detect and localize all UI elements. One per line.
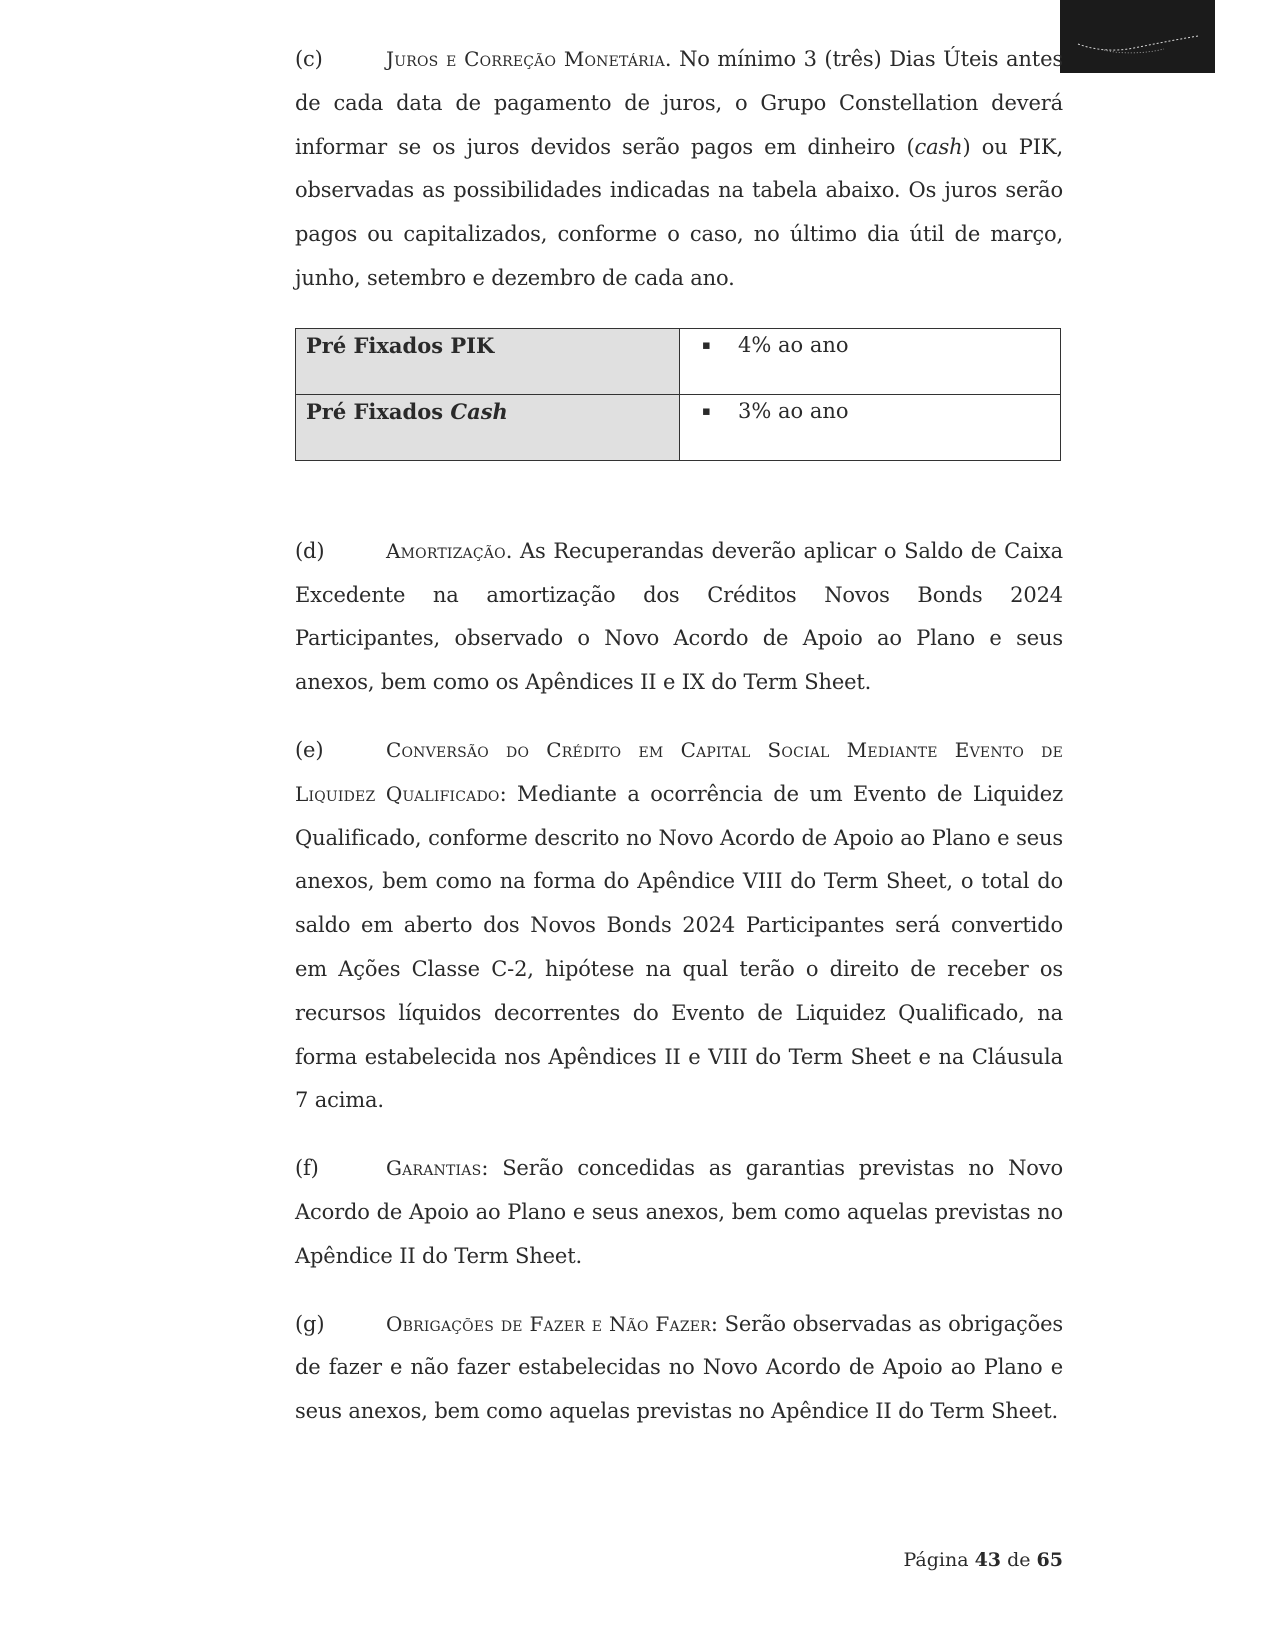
paragraph-f <box>295 1147 1063 1278</box>
item-heading: Conversão do Crédito em Capital Social Mediante Evento de Liquidez Qualificado <box>295 737 1063 806</box>
item-label: (f) <box>295 1156 319 1181</box>
signature-scribble <box>1074 28 1204 58</box>
item-heading: Amortização <box>386 538 506 563</box>
item-text: . As Recuperandas deverão aplicar o Saldo de Caixa Excedente na amortização dos Créditos Novos Bonds 2024 Participantes, observado o Novo Acordo de Apoio ao Plano e seus anexos, bem como os Apêndices II e IX do Term Sheet. <box>295 538 1063 695</box>
item-label: (c) <box>295 47 323 71</box>
rate-label: Pré Fixados <box>306 398 451 424</box>
item-heading: Garantias <box>386 1156 482 1181</box>
item-heading: Obrigações de Fazer e Não Fazer <box>386 1311 711 1336</box>
item-text: : Mediante a ocorrência de um Evento de Liquidez Qualificado, conforme descrito no Novo Acordo de Apoio ao Plano e seus anexos, bem como na forma do Apêndice VIII do Term Sheet, o total do saldo em aberto dos Novos Bonds 2024 Participantes será convertido em Ações Classe C-2, hipótese na qual terão o direito de receber os recursos líquidos decorrentes do Evento de Liquidez Qualificado, na forma estabelecida nos Apêndices II e VIII do Term Sheet e na Cláusula 7 acima. <box>295 781 1064 1113</box>
page-separator: de <box>1007 1549 1031 1571</box>
item-text-italic: cash <box>914 134 963 159</box>
paragraph-c <box>295 38 1063 301</box>
paragraph-g <box>295 1303 1063 1434</box>
current-page: 43 <box>974 1549 1002 1571</box>
page-number <box>903 1549 1063 1571</box>
paragraph-d <box>295 530 1063 705</box>
rate-value: 4% ao ano <box>738 332 849 357</box>
item-text: : Serão observadas as obrigações de fazer e não fazer estabelecidas no Novo Acordo de Apoio ao Plano e seus anexos, bem como aquelas previstas no Apêndice II do Term Sheet. <box>295 1311 1063 1424</box>
document-body <box>295 38 1063 1434</box>
item-text: ) ou PIK, observadas as possibilidades indicadas na tabela abaixo. Os juros serão pagos ou capitalizados, conforme o caso, no último dia útil de março, junho, setembro e dezembro de cada ano. <box>295 134 1063 290</box>
rate-label: Pré Fixados PIK <box>306 332 495 358</box>
item-text: : Serão concedidas as garantias previstas no Novo Acordo de Apoio ao Plano e seus anexos, bem como aquelas previstas no Apêndice II do Term Sheet. <box>295 1156 1063 1268</box>
rate-value-cell <box>680 328 1061 394</box>
item-text: . No mínimo 3 (três) Dias Úteis antes de cada data de pagamento de juros, o Grupo Constellation deverá informar se os juros devidos serão pagos em dinheiro ( <box>295 47 1063 159</box>
item-label: (d) <box>295 538 325 563</box>
table-row <box>296 394 1061 460</box>
bullet-icon: ▪ <box>702 403 711 419</box>
item-heading: Juros e Correção Monetária <box>386 47 665 71</box>
paragraph-e <box>295 729 1063 1123</box>
page-prefix: Página <box>903 1549 969 1571</box>
bullet-icon: ▪ <box>702 337 711 353</box>
rates-table <box>295 328 1061 461</box>
rate-value-cell <box>680 394 1061 460</box>
table-row <box>296 328 1061 394</box>
rate-label-cell <box>296 328 680 394</box>
rate-label-cell <box>296 394 680 460</box>
item-label: (e) <box>295 737 324 762</box>
total-pages: 65 <box>1036 1549 1063 1571</box>
rate-label-italic: Cash <box>450 398 508 424</box>
item-label: (g) <box>295 1311 325 1336</box>
signature-stamp <box>1060 0 1215 73</box>
rate-value: 3% ao ano <box>738 398 849 423</box>
